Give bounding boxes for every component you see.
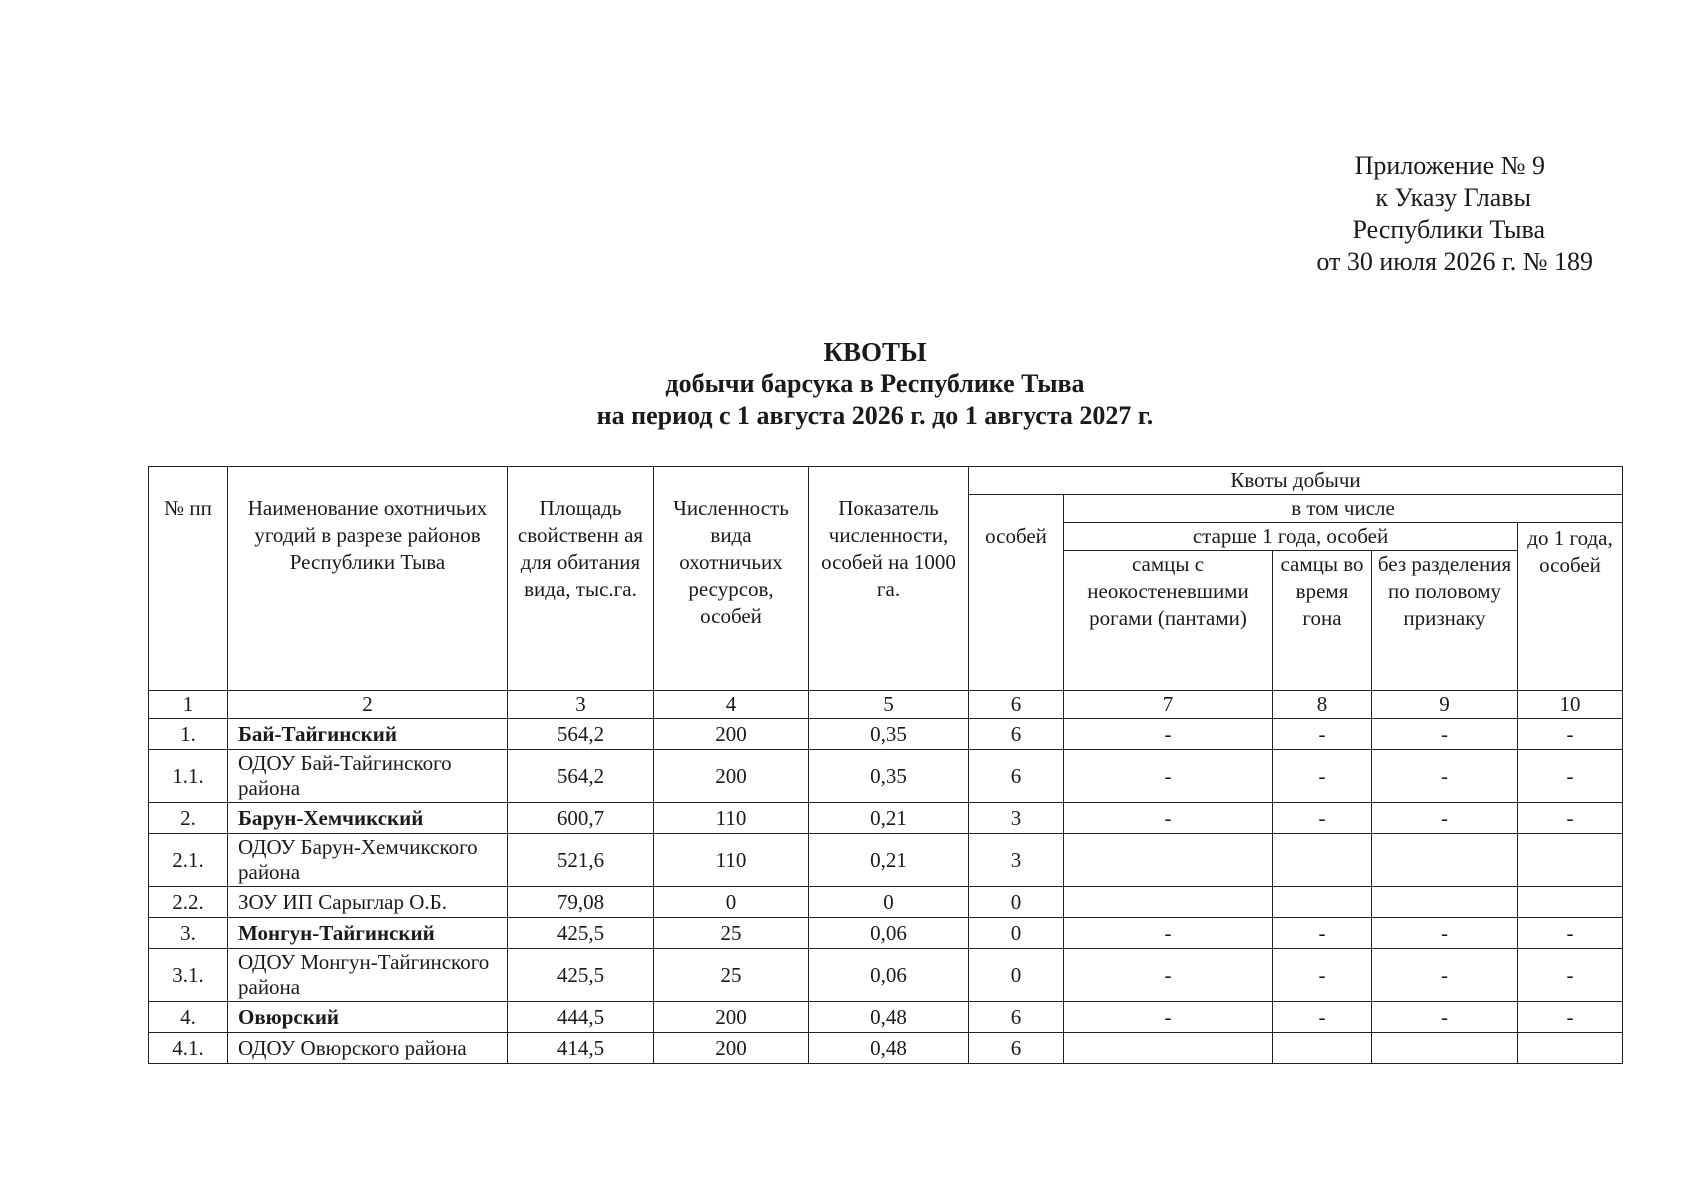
- table-row: [149, 1033, 1623, 1064]
- column-number: 2: [228, 691, 508, 719]
- header-including: в том числе: [1064, 495, 1623, 523]
- header-population: Численность вида охотничьих ресурсов, особей: [654, 467, 809, 691]
- row-population: 110: [654, 803, 809, 834]
- row-population: 200: [654, 719, 809, 750]
- row-no-sex: -: [1372, 719, 1518, 750]
- row-num: 2.1.: [149, 834, 228, 887]
- row-density: 0,48: [809, 1033, 969, 1064]
- header-under-one: до 1 года, особей: [1518, 523, 1623, 691]
- row-population: 25: [654, 918, 809, 949]
- row-antlers: [1064, 1033, 1273, 1064]
- row-area: 444,5: [508, 1002, 654, 1033]
- row-rut: -: [1273, 803, 1372, 834]
- row-under-one: [1518, 834, 1623, 887]
- row-area: 414,5: [508, 1033, 654, 1064]
- row-rut: -: [1273, 719, 1372, 750]
- table-row: [149, 750, 1623, 803]
- row-antlers: -: [1064, 750, 1273, 803]
- row-num: 2.2.: [149, 887, 228, 918]
- header-no-sex: без разделения по половому признаку: [1372, 551, 1518, 691]
- header-antlers: самцы с неокостеневшими рогами (пантами): [1064, 551, 1273, 691]
- row-quota: 0: [969, 918, 1064, 949]
- row-num: 1.1.: [149, 750, 228, 803]
- row-antlers: -: [1064, 918, 1273, 949]
- row-no-sex: -: [1372, 1002, 1518, 1033]
- row-antlers: -: [1064, 719, 1273, 750]
- row-rut: [1273, 887, 1372, 918]
- row-rut: -: [1273, 918, 1372, 949]
- row-name: Монгун-Тайгинский: [228, 918, 508, 949]
- annex-line-2: к Указу Главы: [1375, 183, 1531, 212]
- row-under-one: -: [1518, 1002, 1623, 1033]
- row-quota: 6: [969, 719, 1064, 750]
- header-older: старше 1 года, особей: [1064, 523, 1518, 551]
- row-rut: -: [1273, 750, 1372, 803]
- row-density: 0: [809, 887, 969, 918]
- column-number: 9: [1372, 691, 1518, 719]
- annex-line-3: Республики Тыва: [1352, 215, 1545, 244]
- column-number: 7: [1064, 691, 1273, 719]
- row-area: 425,5: [508, 949, 654, 1002]
- row-rut: [1273, 1033, 1372, 1064]
- row-name: Бай-Тайгинский: [228, 719, 508, 750]
- column-number: 4: [654, 691, 809, 719]
- row-population: 0: [654, 887, 809, 918]
- row-quota: 6: [969, 750, 1064, 803]
- table-row: [149, 834, 1623, 887]
- row-name: ОДОУ Бай-Тайгинского района: [228, 750, 508, 803]
- row-name: ОДОУ Монгун-Тайгинского района: [228, 949, 508, 1002]
- row-num: 1.: [149, 719, 228, 750]
- row-quota: 3: [969, 834, 1064, 887]
- header-density: Показатель численности, особей на 1000 га.: [809, 467, 969, 691]
- row-area: 600,7: [508, 803, 654, 834]
- row-under-one: -: [1518, 803, 1623, 834]
- row-area: 564,2: [508, 719, 654, 750]
- row-density: 0,35: [809, 750, 969, 803]
- column-number: 6: [969, 691, 1064, 719]
- row-density: 0,21: [809, 803, 969, 834]
- row-quota: 6: [969, 1033, 1064, 1064]
- row-density: 0,48: [809, 1002, 969, 1033]
- row-rut: [1273, 834, 1372, 887]
- row-num: 2.: [149, 803, 228, 834]
- row-quota: 3: [969, 803, 1064, 834]
- row-num: 4.: [149, 1002, 228, 1033]
- column-number: 1: [149, 691, 228, 719]
- row-under-one: -: [1518, 719, 1623, 750]
- row-antlers: [1064, 887, 1273, 918]
- document-title: [0, 336, 1701, 432]
- row-density: 0,35: [809, 719, 969, 750]
- row-no-sex: -: [1372, 949, 1518, 1002]
- annex-line-1: Приложение № 9: [1354, 151, 1545, 180]
- quota-table: [148, 466, 1623, 1064]
- row-no-sex: -: [1372, 750, 1518, 803]
- row-no-sex: [1372, 887, 1518, 918]
- annex-line-4: от 30 июля 2026 г. № 189: [1316, 247, 1593, 276]
- header-individuals: особей: [969, 495, 1064, 691]
- row-no-sex: -: [1372, 918, 1518, 949]
- row-name: ЗОУ ИП Сарыглар О.Б.: [228, 887, 508, 918]
- annex-block: [1316, 150, 1593, 278]
- row-under-one: [1518, 1033, 1623, 1064]
- row-density: 0,06: [809, 949, 969, 1002]
- row-rut: -: [1273, 949, 1372, 1002]
- row-density: 0,21: [809, 834, 969, 887]
- column-number: 10: [1518, 691, 1623, 719]
- table-row: [149, 949, 1623, 1002]
- row-density: 0,06: [809, 918, 969, 949]
- row-population: 200: [654, 750, 809, 803]
- row-population: 110: [654, 834, 809, 887]
- table-header: [149, 467, 1623, 719]
- title-line-3: на период с 1 августа 2026 г. до 1 августа 2027 г.: [596, 401, 1154, 430]
- table-row: [149, 1002, 1623, 1033]
- row-population: 25: [654, 949, 809, 1002]
- table-row: [149, 719, 1623, 750]
- row-no-sex: [1372, 834, 1518, 887]
- row-under-one: [1518, 887, 1623, 918]
- row-under-one: -: [1518, 918, 1623, 949]
- table-row: [149, 918, 1623, 949]
- row-under-one: -: [1518, 750, 1623, 803]
- header-num: № пп: [149, 467, 228, 691]
- row-quota: 6: [969, 1002, 1064, 1033]
- row-area: 79,08: [508, 887, 654, 918]
- row-no-sex: -: [1372, 803, 1518, 834]
- header-area: Площадь свойственн ая для обитания вида, тыс.га.: [508, 467, 654, 691]
- row-under-one: -: [1518, 949, 1623, 1002]
- title-line-1: КВОТЫ: [823, 337, 927, 367]
- row-quota: 0: [969, 887, 1064, 918]
- table-body: [149, 719, 1623, 1064]
- header-quotas: Квоты добычи: [969, 467, 1623, 495]
- header-name: Наименование охотничьих угодий в разрезе районов Республики Тыва: [228, 467, 508, 691]
- row-num: 3.1.: [149, 949, 228, 1002]
- header-rut: самцы во время гона: [1273, 551, 1372, 691]
- title-line-2: добычи барсука в Республике Тыва: [665, 369, 1085, 398]
- row-name: Овюрский: [228, 1002, 508, 1033]
- row-name: Барун-Хемчикский: [228, 803, 508, 834]
- row-area: 521,6: [508, 834, 654, 887]
- row-antlers: -: [1064, 1002, 1273, 1033]
- row-name: ОДОУ Барун-Хемчикского района: [228, 834, 508, 887]
- column-number: 3: [508, 691, 654, 719]
- row-quota: 0: [969, 949, 1064, 1002]
- row-rut: -: [1273, 1002, 1372, 1033]
- row-population: 200: [654, 1002, 809, 1033]
- row-no-sex: [1372, 1033, 1518, 1064]
- row-area: 425,5: [508, 918, 654, 949]
- table-row: [149, 803, 1623, 834]
- row-name: ОДОУ Овюрского района: [228, 1033, 508, 1064]
- column-number: 8: [1273, 691, 1372, 719]
- row-antlers: [1064, 834, 1273, 887]
- row-antlers: -: [1064, 949, 1273, 1002]
- column-numbers-row: [149, 691, 1623, 719]
- row-population: 200: [654, 1033, 809, 1064]
- row-area: 564,2: [508, 750, 654, 803]
- row-num: 3.: [149, 918, 228, 949]
- table-row: [149, 887, 1623, 918]
- column-number: 5: [809, 691, 969, 719]
- row-antlers: -: [1064, 803, 1273, 834]
- row-num: 4.1.: [149, 1033, 228, 1064]
